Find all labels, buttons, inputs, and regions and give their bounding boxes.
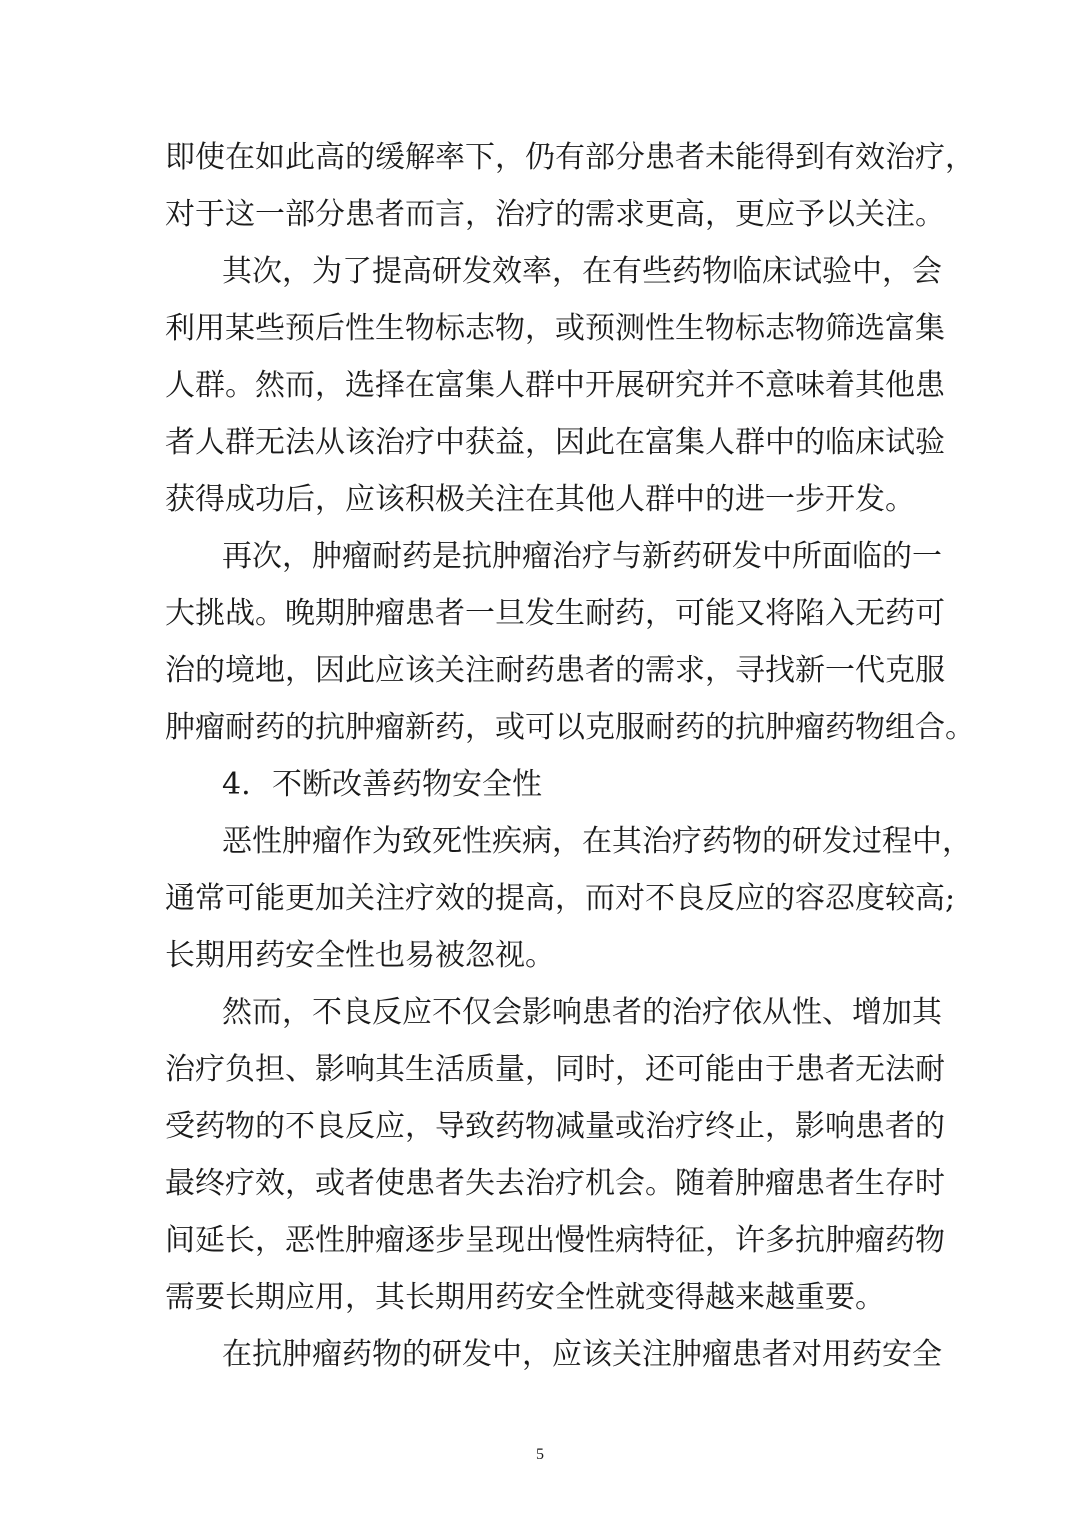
text-line: 间延长，恶性肿瘤逐步呈现出慢性病特征，许多抗肿瘤药物 bbox=[165, 1223, 945, 1258]
page-number: 5 bbox=[536, 1446, 544, 1463]
text-line: 治疗负担、影响其生活质量，同时，还可能由于患者无法耐 bbox=[165, 1052, 945, 1087]
text-line: 受药物的不良反应，导致药物减量或治疗终止，影响患者的 bbox=[165, 1109, 945, 1144]
text-line: 利用某些预后性生物标志物，或预测性生物标志物筛选富集 bbox=[165, 311, 945, 346]
text-line: 通常可能更加关注疗效的提高，而对不良反应的容忍度较高; bbox=[165, 881, 956, 916]
text-line: 人群。然而，选择在富集人群中开展研究并不意味着其他患 bbox=[165, 368, 945, 403]
section-number: 4. bbox=[222, 767, 251, 802]
text-line: 然而，不良反应不仅会影响患者的治疗依从性、增加其 bbox=[222, 995, 942, 1030]
text-line: 对于这一部分患者而言，治疗的需求更高，更应予以关注。 bbox=[165, 197, 945, 232]
text-line: 获得成功后，应该积极关注在其他人群中的进一步开发。 bbox=[165, 482, 915, 517]
text-line: 即使在如此高的缓解率下，仍有部分患者未能得到有效治疗， bbox=[165, 140, 975, 175]
section-heading bbox=[222, 765, 542, 805]
text-line: 治的境地，因此应该关注耐药患者的需求，寻找新一代克服 bbox=[165, 653, 945, 688]
text-line: 再次，肿瘤耐药是抗肿瘤治疗与新药研发中所面临的一 bbox=[222, 539, 942, 574]
text-line: 长期用药安全性也易被忽视。 bbox=[165, 938, 555, 973]
text-line: 肿瘤耐药的抗肿瘤新药，或可以克服耐药的抗肿瘤药物组合。 bbox=[165, 710, 975, 745]
text-line: 在抗肿瘤药物的研发中，应该关注肿瘤患者对用药安全 bbox=[222, 1337, 942, 1372]
text-line: 者人群无法从该治疗中获益，因此在富集人群中的临床试验 bbox=[165, 425, 945, 460]
text-line: 其次，为了提高研发效率，在有些药物临床试验中，会 bbox=[222, 254, 942, 289]
text-line: 最终疗效，或者使患者失去治疗机会。随着肿瘤患者生存时 bbox=[165, 1166, 945, 1201]
text-line: 大挑战。晚期肿瘤患者一旦发生耐药，可能又将陷入无药可 bbox=[165, 596, 945, 631]
section-title: 不断改善药物安全性 bbox=[272, 767, 542, 802]
text-line: 恶性肿瘤作为致死性疾病，在其治疗药物的研发过程中， bbox=[222, 824, 972, 859]
text-line: 需要长期应用，其长期用药安全性就变得越来越重要。 bbox=[165, 1280, 885, 1315]
